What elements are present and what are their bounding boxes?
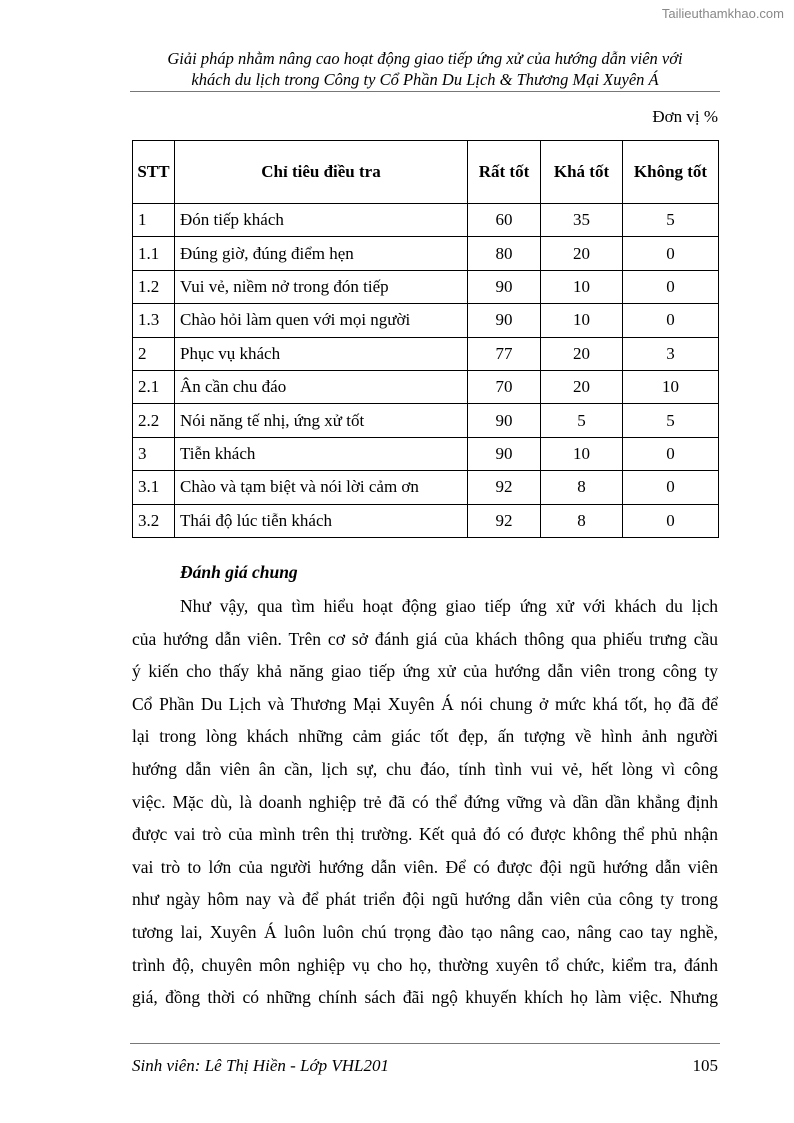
paragraph-line: hướng dẫn viên ân cần, lịch sự, chu đáo, tính tình vui vẻ, hết lòng vì công [132, 758, 718, 779]
table-row [133, 270, 719, 303]
paragraph-line: như ngày hôm nay và để phát triển đội ngũ hướng dẫn viên của công ty trong [132, 889, 718, 910]
table-row [133, 204, 719, 237]
row-good: 20 [541, 237, 623, 270]
survey-table [132, 140, 719, 538]
row-not-good: 10 [623, 370, 719, 403]
row-not-good: 0 [623, 304, 719, 337]
row-number: 1.3 [133, 304, 175, 337]
row-number: 2.1 [133, 370, 175, 403]
row-criteria: Chào hỏi làm quen với mọi người [175, 304, 468, 337]
row-number: 3.1 [133, 471, 175, 504]
paragraph-line: Như vậy, qua tìm hiểu hoạt động giao tiếp ứng xử với khách du lịch [180, 596, 718, 616]
table-row [133, 337, 719, 370]
body-paragraph [132, 590, 718, 1014]
row-criteria: Nói năng tế nhị, ứng xử tốt [175, 404, 468, 437]
row-very-good: 70 [468, 370, 541, 403]
col-good: Khá tốt [541, 141, 623, 204]
row-good: 35 [541, 204, 623, 237]
header-line: khách du lịch trong Công ty Cổ Phần Du Lịch & Thương Mại Xuyên Á [191, 70, 659, 89]
row-number: 1.1 [133, 237, 175, 270]
running-header [132, 48, 718, 90]
header-line: Giải pháp nhằm nâng cao hoạt động giao tiếp ứng xử của hướng dẫn viên với [167, 49, 683, 68]
row-criteria: Đúng giờ, đúng điểm hẹn [175, 237, 468, 270]
col-criteria: Chỉ tiêu điều tra [175, 141, 468, 204]
row-good: 8 [541, 471, 623, 504]
row-criteria: Vui vẻ, niềm nở trong đón tiếp [175, 270, 468, 303]
row-not-good: 0 [623, 437, 719, 470]
table-header-row [133, 141, 719, 204]
row-not-good: 0 [623, 471, 719, 504]
row-good: 10 [541, 270, 623, 303]
row-not-good: 0 [623, 237, 719, 270]
paragraph-line: trình độ, chuyên môn nghiệp vụ cho họ, thường xuyên tổ chức, kiểm tra, đánh [132, 954, 718, 975]
paragraph-line: Cổ Phần Du Lịch và Thương Mại Xuyên Á nói chung ở mức khá tốt, họ đã để [132, 693, 718, 714]
row-number: 1.2 [133, 270, 175, 303]
row-very-good: 90 [468, 404, 541, 437]
table-row [133, 504, 719, 537]
col-stt: STT [133, 141, 175, 204]
row-good: 5 [541, 404, 623, 437]
paragraph-line: giá, đồng thời có những chính sách đãi ngộ khuyến khích họ làm việc. Nhưng [132, 987, 718, 1008]
row-number: 1 [133, 204, 175, 237]
paragraph-line: lại trong lòng khách những cảm giác tốt đẹp, ấn tượng về hình ảnh người [132, 726, 718, 747]
paragraph-line: ý kiến cho thấy khả năng giao tiếp ứng xử của hướng dẫn viên trong công ty [132, 661, 718, 682]
row-criteria: Thái độ lúc tiễn khách [175, 504, 468, 537]
row-not-good: 3 [623, 337, 719, 370]
row-criteria: Phục vụ khách [175, 337, 468, 370]
row-number: 3 [133, 437, 175, 470]
row-number: 3.2 [133, 504, 175, 537]
section-title: Đánh giá chung [180, 562, 298, 582]
page-number: 105 [692, 1056, 718, 1075]
unit-label: Đơn vị % [652, 107, 718, 126]
paragraph-line: vai trò to lớn của người hướng dẫn viên. Để có được đội ngũ hướng dẫn viên [132, 856, 718, 877]
row-good: 8 [541, 504, 623, 537]
row-very-good: 60 [468, 204, 541, 237]
table-row [133, 304, 719, 337]
row-not-good: 5 [623, 204, 719, 237]
paragraph-line: tương lai, Xuyên Á luôn luôn chú trọng đào tạo nâng cao, nâng cao tay nghề, [132, 921, 718, 942]
row-number: 2 [133, 337, 175, 370]
table-row [133, 471, 719, 504]
header-divider [130, 91, 720, 92]
row-not-good: 5 [623, 404, 719, 437]
row-good: 10 [541, 437, 623, 470]
row-very-good: 90 [468, 437, 541, 470]
footer-student: Sinh viên: Lê Thị Hiền - Lớp VHL201 [132, 1056, 389, 1075]
watermark: Tailieuthamkhao.com [661, 6, 784, 21]
row-very-good: 92 [468, 504, 541, 537]
row-very-good: 90 [468, 270, 541, 303]
paragraph-line: việc. Mặc dù, là doanh nghiệp trẻ đã có thể đứng vững và dần dần khẳng định [132, 791, 718, 812]
table-row [133, 370, 719, 403]
footer-divider [130, 1043, 720, 1044]
row-criteria: Đón tiếp khách [175, 204, 468, 237]
col-not-good: Không tốt [623, 141, 719, 204]
row-very-good: 92 [468, 471, 541, 504]
row-not-good: 0 [623, 504, 719, 537]
table-row [133, 437, 719, 470]
row-criteria: Ân cần chu đáo [175, 370, 468, 403]
row-criteria: Tiễn khách [175, 437, 468, 470]
row-very-good: 77 [468, 337, 541, 370]
table-row [133, 404, 719, 437]
row-number: 2.2 [133, 404, 175, 437]
paragraph-line: được vai trò của mình trên thị trường. Kết quả đó có được không thể phủ nhận [132, 824, 718, 845]
row-very-good: 80 [468, 237, 541, 270]
paragraph-line: của hướng dẫn viên. Trên cơ sở đánh giá của khách thông qua phiếu trưng cầu [132, 628, 718, 649]
row-good: 20 [541, 370, 623, 403]
row-good: 10 [541, 304, 623, 337]
table-row [133, 237, 719, 270]
row-criteria: Chào và tạm biệt và nói lời cảm ơn [175, 471, 468, 504]
row-good: 20 [541, 337, 623, 370]
col-very-good: Rất tốt [468, 141, 541, 204]
row-not-good: 0 [623, 270, 719, 303]
row-very-good: 90 [468, 304, 541, 337]
